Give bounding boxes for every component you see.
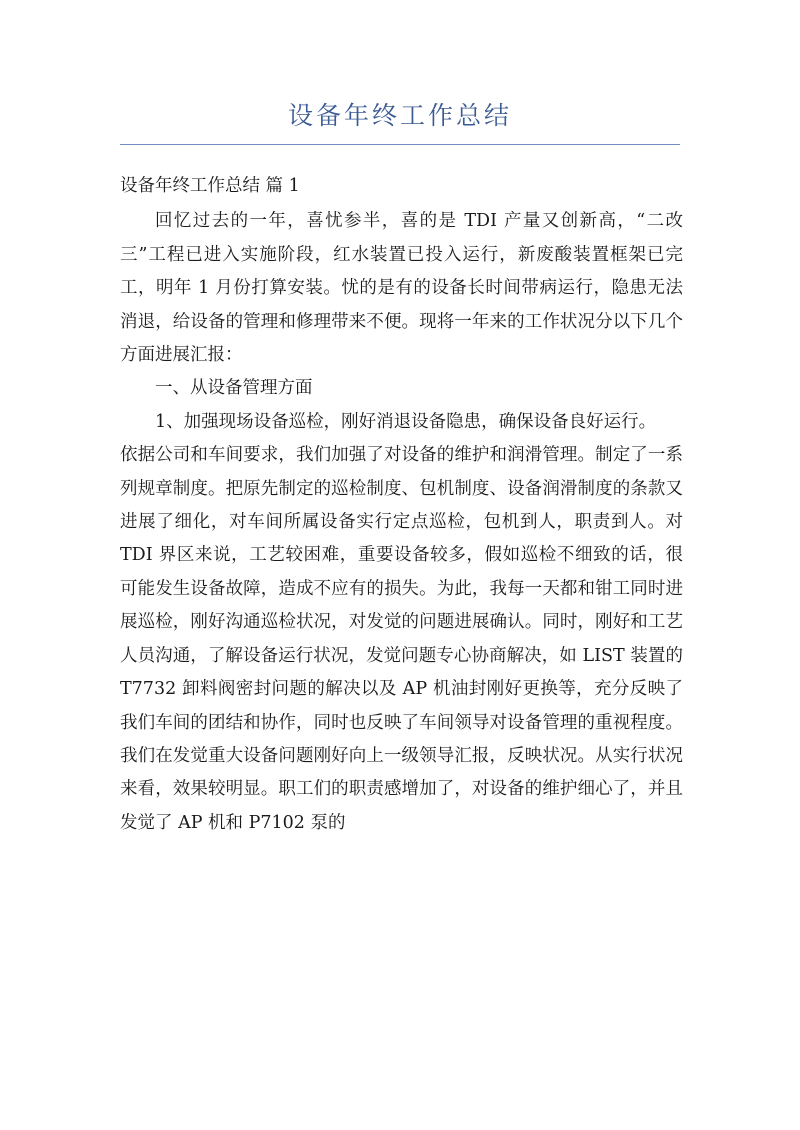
paragraph-intro: 回忆过去的一年，喜忧参半，喜的是 TDI 产量又创新高，“二改三”工程已进入实施阶段，红水装置已投入运行，新废酸装置框架已完工，明年 1 月份打算安装。忧的是有的设备长时间带病运行，隐患无法消退，给设备的管理和修理带来不便。现将一年来的工作状况分以下几个方面进展汇报： xyxy=(120,211,683,366)
paragraph-body: 依据公司和车间要求，我们加强了对设备的维护和润滑管理。制定了一系列规章制度。把原先制定的巡检制度、包机制度、设备润滑制度的条款又进展了细化，对车间所属设备实行定点巡检，包机到人，职责到人。对 TDI 界区来说，工艺较困难，重要设备较多，假如巡检不细致的话，很可能发生设备故障，造成不应有的损失。为此，我每一天都和钳工同时进展巡检，刚好沟通巡检状况，对发觉的问题进展确认。同时，刚好和工艺人员沟通，了解设备运行状况，发觉问题专心协商解决，如 LIST 装置的 T7732 卸料阀密封问题的解决以及 AP 机油封刚好更换等，充分反映了我们车间的团结和协作，同时也反映了车间领导对设备管理的重视程度。我们在发觉重大设备问题刚好向上一级领导汇报，反映状况。从实行状况来看，效果较明显。职工们的职责感增加了，对设备的维护细心了，并且发觉了 AP 机和 P7102 泵的 xyxy=(120,445,683,833)
section-subtitle: 设备年终工作总结 篇 1 xyxy=(120,176,300,196)
title-divider xyxy=(120,144,680,145)
item-heading: 1、加强现场设备巡检，刚好消退设备隐患，确保设备良好运行。 xyxy=(155,411,657,432)
document-title: 设备年终工作总结 xyxy=(287,101,512,130)
document-body xyxy=(120,170,683,840)
section-heading: 一、从设备管理方面 xyxy=(155,378,313,399)
